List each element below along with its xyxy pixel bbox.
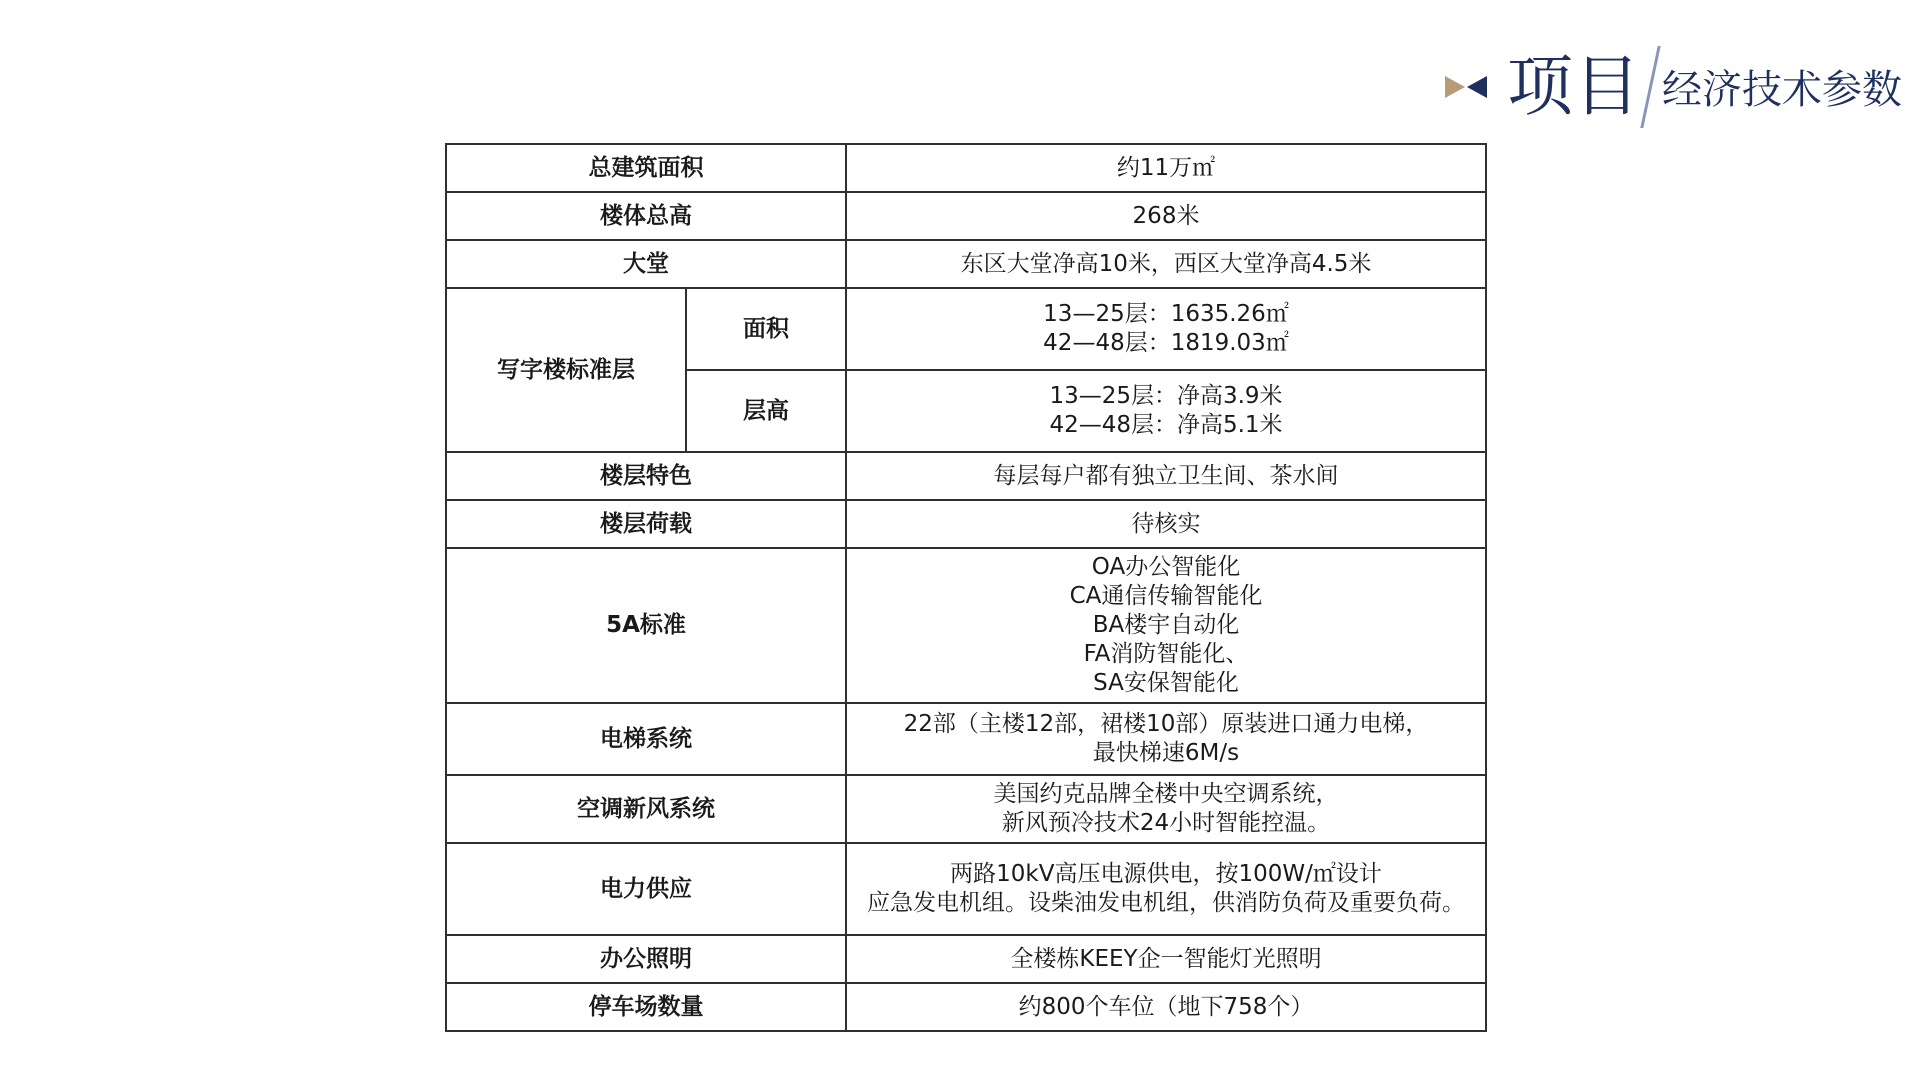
table-row [446,843,1486,935]
row-label: 大堂 [446,240,846,288]
row-value: 待核实 [846,500,1486,548]
row-value: 268米 [846,192,1486,240]
table-row [446,703,1486,775]
row-value: 13—25层：1635.26㎡ 42—48层：1819.03㎡ [846,288,1486,370]
row-value: 约800个车位（地下758个） [846,983,1486,1031]
row-label: 电梯系统 [446,703,846,775]
bowtie-logo-icon [1443,72,1489,102]
sub-row-label: 面积 [686,288,846,370]
table-row [446,144,1486,192]
row-label: 5A标准 [446,548,846,703]
page-title: 项目 [1507,48,1641,125]
table-row [446,288,1486,370]
page-subtitle: 经济技术参数 [1662,67,1902,113]
row-label: 楼体总高 [446,192,846,240]
slide-header [1443,42,1902,132]
table-row [446,775,1486,843]
title-divider [1640,46,1660,128]
row-value: 东区大堂净高10米，西区大堂净高4.5米 [846,240,1486,288]
row-label: 停车场数量 [446,983,846,1031]
table-row [446,240,1486,288]
table-row [446,983,1486,1031]
table-row [446,935,1486,983]
row-label: 电力供应 [446,843,846,935]
row-label: 楼层特色 [446,452,846,500]
spec-table [445,143,1487,1032]
table-row [446,192,1486,240]
row-label: 办公照明 [446,935,846,983]
sub-row-label: 层高 [686,370,846,452]
row-value: 每层每户都有独立卫生间、茶水间 [846,452,1486,500]
table-row [446,500,1486,548]
group-label: 写字楼标准层 [446,288,686,452]
row-value: OA办公智能化 CA通信传输智能化 BA楼宇自动化 FA消防智能化、 SA安保智能化 [846,548,1486,703]
table-row [446,452,1486,500]
row-label: 楼层荷载 [446,500,846,548]
row-value: 13—25层：净高3.9米 42—48层：净高5.1米 [846,370,1486,452]
row-label: 总建筑面积 [446,144,846,192]
table-row [446,548,1486,703]
row-label: 空调新风系统 [446,775,846,843]
row-value: 两路10kV高压电源供电，按100W/㎡设计 应急发电机组。设柴油发电机组，供消防负荷及重要负荷。 [846,843,1486,935]
row-value: 美国约克品牌全楼中央空调系统， 新风预冷技术24小时智能控温。 [846,775,1486,843]
row-value: 全楼栋KEEY企一智能灯光照明 [846,935,1486,983]
row-value: 22部（主楼12部，裙楼10部）原装进口通力电梯， 最快梯速6M/s [846,703,1486,775]
row-value: 约11万㎡ [846,144,1486,192]
